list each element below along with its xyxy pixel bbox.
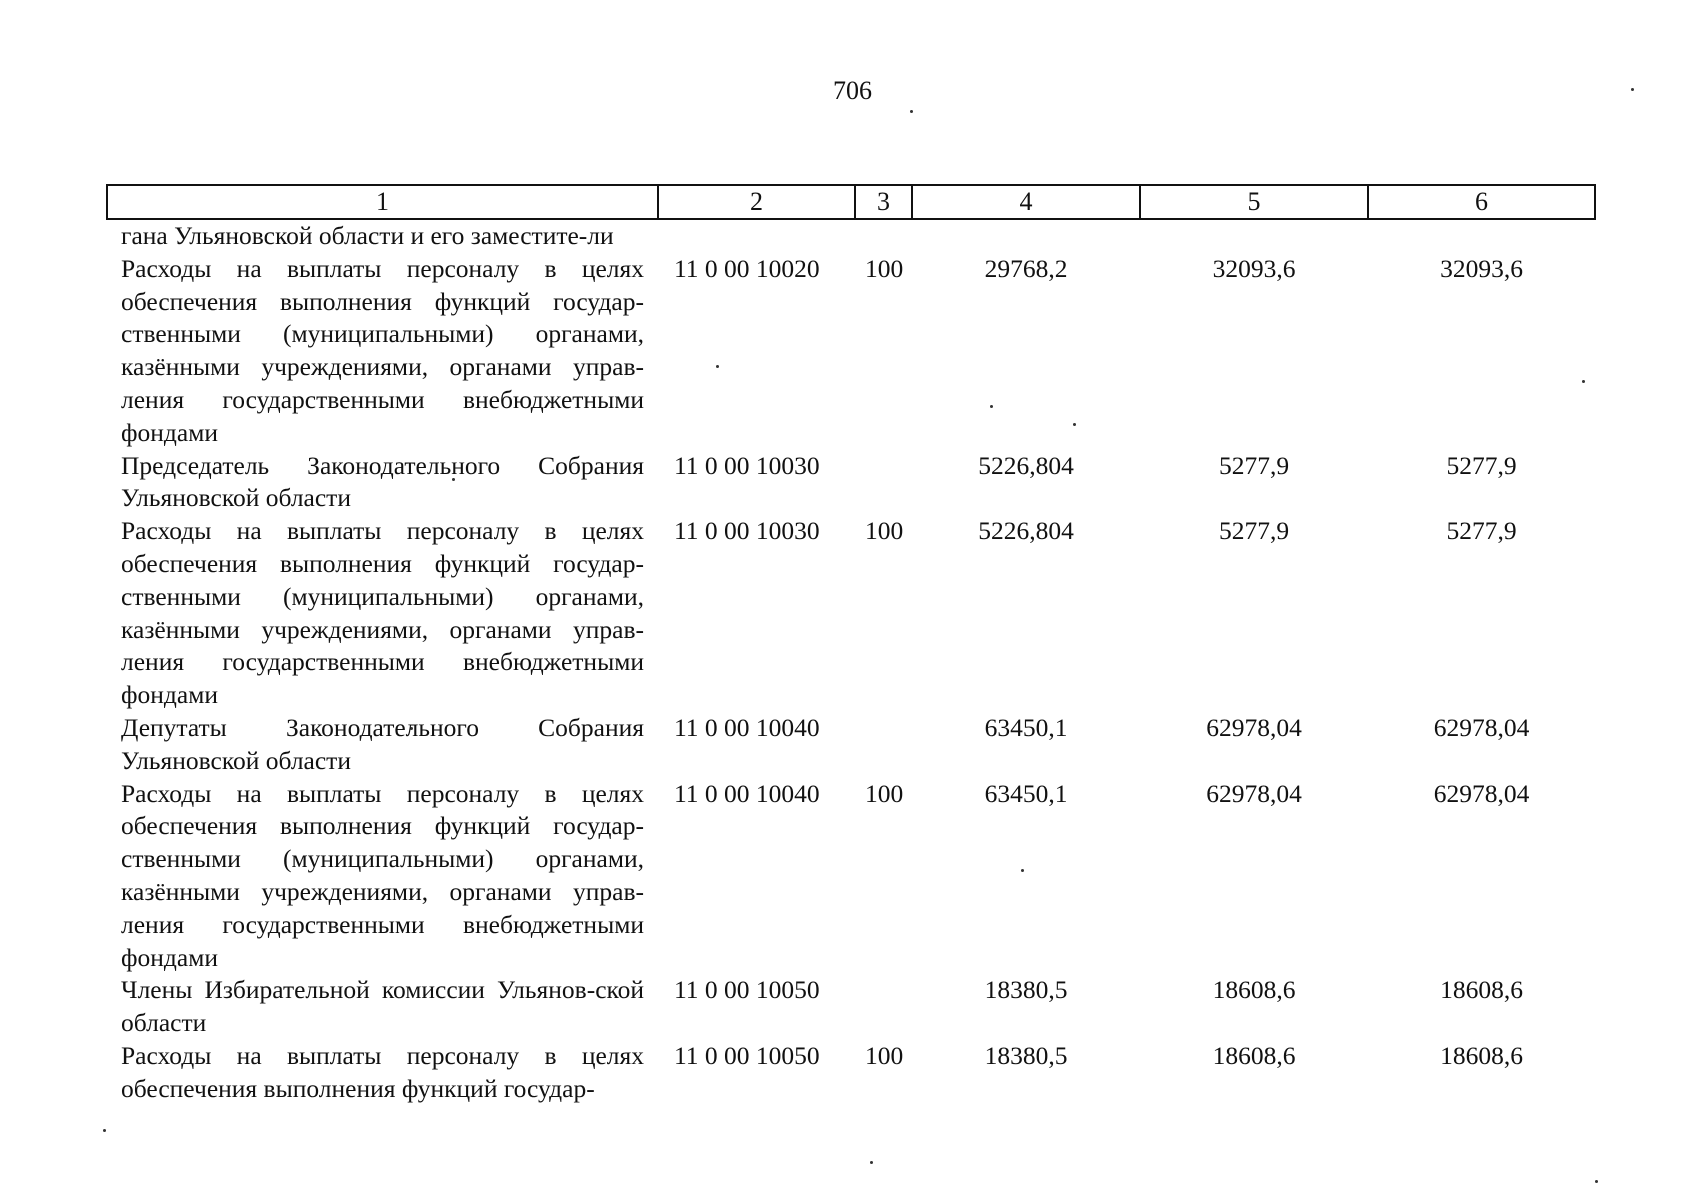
table-row bbox=[107, 450, 1595, 516]
table-row bbox=[107, 778, 1595, 975]
target-article-code-cell: 11 0 00 10030 bbox=[674, 450, 820, 480]
target-article-code-cell bbox=[658, 219, 855, 253]
scan-speck bbox=[103, 1129, 106, 1132]
amount-col5-cell: 62978,04 bbox=[1206, 712, 1302, 742]
expense-type-cell: 100 bbox=[865, 516, 904, 546]
table-row bbox=[107, 1040, 1595, 1106]
amount-col5-cell: 62978,04 bbox=[1206, 778, 1302, 808]
table-row bbox=[107, 219, 1595, 253]
amount-col5-cell: 18608,6 bbox=[1212, 1040, 1296, 1070]
expense-type-cell: 100 bbox=[865, 253, 904, 283]
amount-col6-cell: 32093,6 bbox=[1440, 253, 1523, 283]
amount-col5-cell bbox=[1140, 219, 1368, 253]
amount-col6-cell: 18608,6 bbox=[1440, 975, 1523, 1005]
table-row bbox=[107, 253, 1595, 450]
target-article-code-cell: 11 0 00 10030 bbox=[674, 516, 820, 546]
row-name-cell: Члены Избирательной комиссии Ульянов-ской области bbox=[121, 975, 644, 1038]
amount-col5-cell: 18608,6 bbox=[1212, 975, 1296, 1005]
amount-col5-cell: 5277,9 bbox=[1218, 450, 1290, 480]
table-row bbox=[107, 712, 1595, 778]
budget-table-wrapper bbox=[106, 184, 1594, 1106]
column-header: 1 bbox=[107, 185, 658, 219]
expense-type-cell bbox=[855, 219, 912, 253]
amount-col6-cell: 62978,04 bbox=[1433, 712, 1530, 742]
column-header: 5 bbox=[1140, 185, 1368, 219]
row-name-cell: Расходы на выплаты персоналу в целях обеспечения выполнения функций государ-ственными (муниципальными) органами, казёнными учреждениями, органами управ-ления государственными внебюджетными фондами bbox=[121, 253, 644, 447]
amount-col5-cell: 5277,9 bbox=[1218, 516, 1290, 546]
amount-col4-cell: 5226,804 bbox=[978, 516, 1074, 546]
column-header: 2 bbox=[658, 185, 855, 219]
scan-speck bbox=[1595, 1180, 1598, 1183]
scan-speck bbox=[910, 110, 913, 113]
expense-type-cell bbox=[855, 712, 912, 778]
expense-type-cell: 100 bbox=[865, 1040, 904, 1070]
expense-type-cell bbox=[855, 974, 912, 1040]
budget-table bbox=[106, 184, 1596, 1106]
row-name-cell: Расходы на выплаты персоналу в целях обеспечения выполнения функций государ-ственными (муниципальными) органами, казёнными учреждениями, органами управ-ления государственными внебюджетными фондами bbox=[121, 516, 644, 710]
target-article-code-cell: 11 0 00 10040 bbox=[674, 712, 820, 742]
target-article-code-cell: 11 0 00 10050 bbox=[674, 975, 820, 1005]
scan-speck bbox=[870, 1161, 873, 1164]
amount-col4-cell: 63450,1 bbox=[984, 712, 1068, 742]
amount-col6-cell bbox=[1368, 219, 1595, 253]
amount-col5-cell: 32093,6 bbox=[1212, 253, 1296, 283]
amount-col4-cell: 63450,1 bbox=[984, 778, 1068, 808]
expense-type-cell bbox=[855, 450, 912, 516]
amount-col6-cell: 62978,04 bbox=[1433, 778, 1530, 808]
row-name-cell: Депутаты Законодательного Собрания Ульяновской области bbox=[121, 712, 644, 775]
row-name-cell: Председатель Законодательного Собрания Ульяновской области bbox=[121, 450, 644, 513]
expense-type-cell: 100 bbox=[865, 778, 904, 808]
target-article-code-cell: 11 0 00 10020 bbox=[674, 253, 820, 283]
amount-col4-cell: 5226,804 bbox=[978, 450, 1074, 480]
amount-col4-cell: 18380,5 bbox=[984, 975, 1068, 1005]
amount-col6-cell: 18608,6 bbox=[1440, 1040, 1523, 1070]
amount-col6-cell: 5277,9 bbox=[1446, 516, 1517, 546]
amount-col4-cell bbox=[912, 219, 1140, 253]
column-number-row bbox=[107, 185, 1595, 219]
column-header: 6 bbox=[1368, 185, 1595, 219]
table-row bbox=[107, 515, 1595, 712]
amount-col6-cell: 5277,9 bbox=[1446, 450, 1517, 480]
row-name-cell: Расходы на выплаты персоналу в целях обеспечения выполнения функций государ-ственными (муниципальными) органами, казёнными учреждениями, органами управ-ления государственными внебюджетными фондами bbox=[121, 778, 644, 972]
target-article-code-cell: 11 0 00 10050 bbox=[674, 1040, 820, 1070]
column-header: 4 bbox=[912, 185, 1140, 219]
table-row bbox=[107, 974, 1595, 1040]
column-header: 3 bbox=[855, 185, 912, 219]
amount-col4-cell: 29768,2 bbox=[984, 253, 1068, 283]
scan-speck bbox=[1631, 88, 1634, 91]
row-name-cell: гана Ульяновской области и его заместите-ли bbox=[121, 221, 614, 250]
amount-col4-cell: 18380,5 bbox=[984, 1040, 1068, 1070]
target-article-code-cell: 11 0 00 10040 bbox=[674, 778, 820, 808]
page-number: 706 bbox=[833, 76, 872, 105]
row-name-cell: Расходы на выплаты персоналу в целях обеспечения выполнения функций государ- bbox=[121, 1040, 644, 1103]
